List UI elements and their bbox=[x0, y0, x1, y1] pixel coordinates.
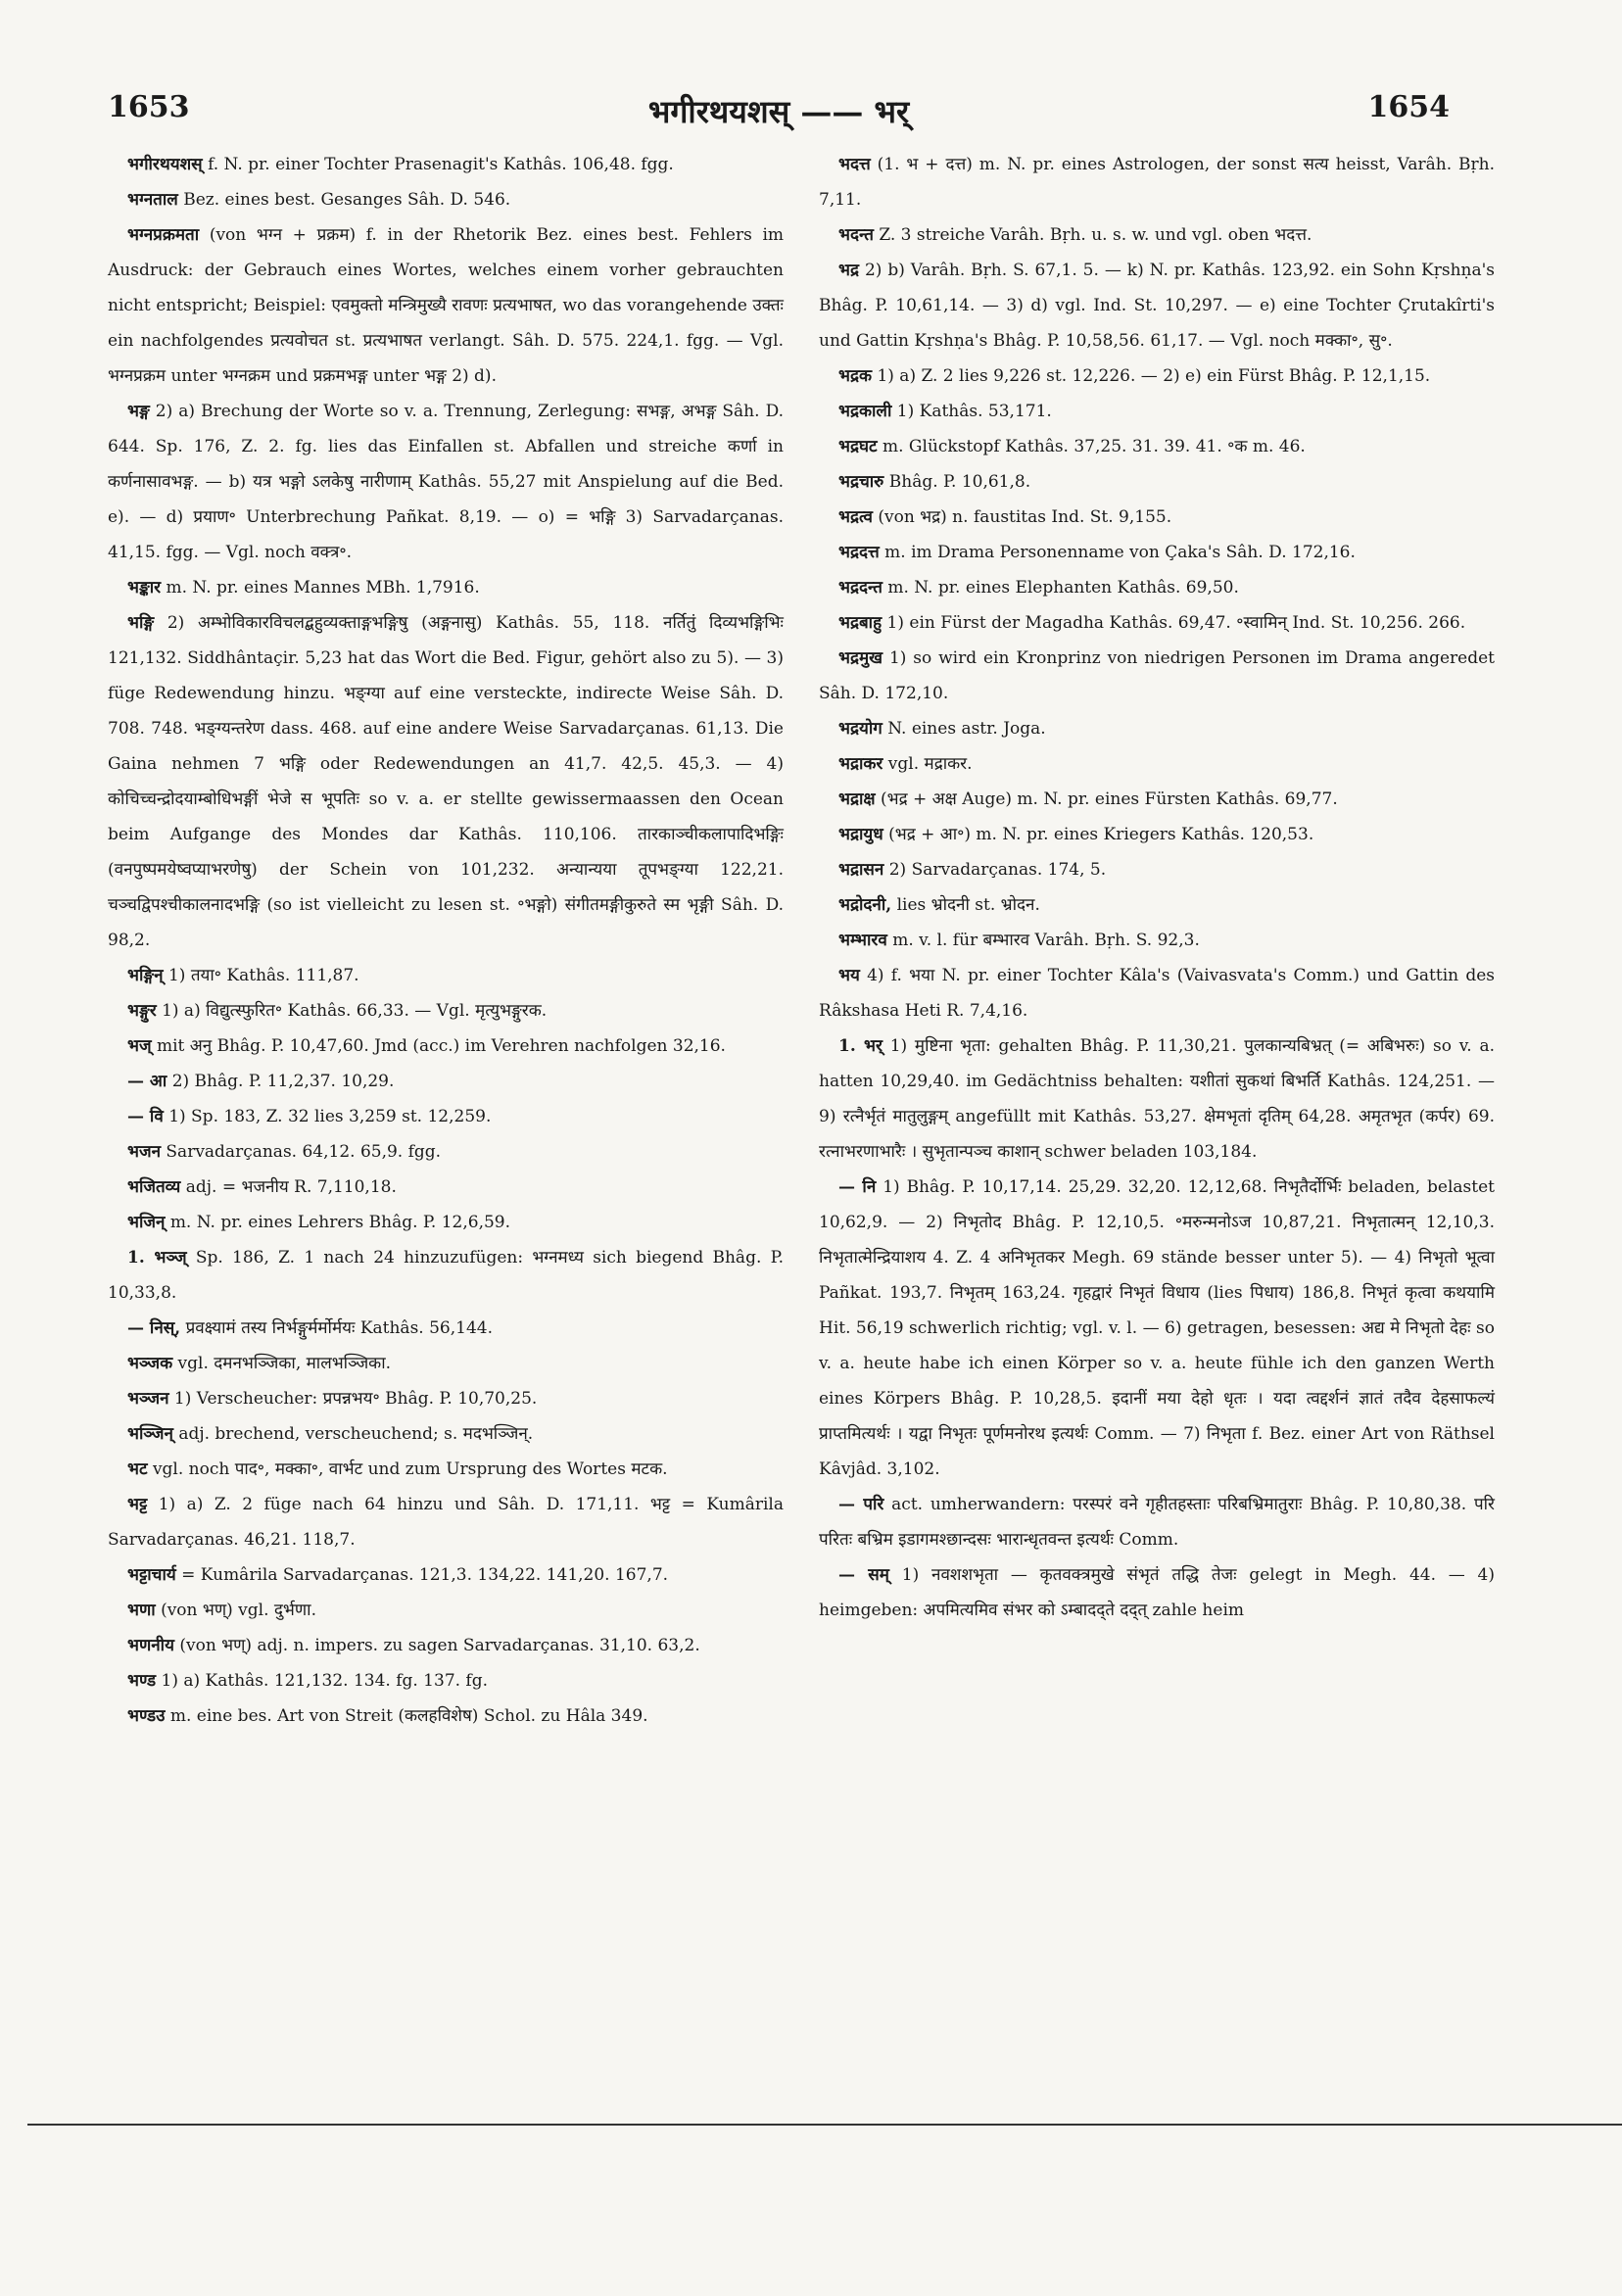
dictionary-entry bbox=[108, 1381, 784, 1416]
dictionary-entry bbox=[819, 394, 1495, 429]
dictionary-entry bbox=[819, 958, 1495, 1028]
entry-headword: भद्रघट bbox=[838, 437, 878, 456]
dictionary-entry bbox=[819, 852, 1495, 887]
entry-headword: भद्रकाली bbox=[838, 402, 892, 421]
dictionary-entry bbox=[108, 217, 784, 394]
entry-text: 1) so wird ein Kronprinz von niedrigen Personen im Drama angeredet Sâh. D. 172,10. bbox=[819, 648, 1496, 703]
entry-headword: — निस्, bbox=[127, 1318, 181, 1338]
dictionary-entry bbox=[108, 147, 784, 182]
dictionary-entry bbox=[108, 1628, 784, 1663]
entry-text: (भद्र + अक्ष Auge) m. N. pr. eines Fürsten Kathâs. 69,77. bbox=[880, 789, 1338, 809]
entry-headword: भण्डउ bbox=[127, 1706, 166, 1726]
entry-text: 1) Verscheucher: प्रपन्नभय॰ Bhâg. P. 10,70,25. bbox=[173, 1389, 538, 1409]
entry-headword: भद्रक bbox=[838, 366, 873, 386]
entry-text: 4) f. भया N. pr. einer Tochter Kâla's (Vaivasvata's Comm.) und Gattin des Râkshasa Heti R. 7,4,16. bbox=[819, 966, 1496, 1021]
entry-headword: — सम् bbox=[838, 1565, 889, 1585]
entry-headword: भद्रमुख bbox=[838, 648, 883, 668]
dictionary-entry bbox=[819, 711, 1495, 746]
dictionary-entry bbox=[819, 147, 1495, 217]
dictionary-entry bbox=[108, 1240, 784, 1311]
dictionary-entry bbox=[108, 1593, 784, 1628]
entry-text: 1) नवशशभृता — कृतवक्त्रमुखे संभृतं तद्धि तेजः gelegt in Megh. 44. — 4) heimgeben: अपमित्यमिव संभर को ऽम्बादद्ते दद्त् zahle heim bbox=[819, 1565, 1496, 1620]
entry-text: (1. भ + दत्त) m. N. pr. eines Astrologen, der sonst सत्य heisst, Varâh. Bṛh. 7,11. bbox=[819, 155, 1495, 210]
entry-headword: भङ्गुर bbox=[127, 1001, 157, 1021]
dictionary-entry bbox=[108, 1064, 784, 1099]
dictionary-entry bbox=[108, 993, 784, 1028]
entry-headword: भद्रासन bbox=[838, 860, 884, 880]
dictionary-entry bbox=[819, 500, 1495, 535]
entry-text: (von भग्न + प्रक्रम) f. in der Rhetorik Bez. eines best. Fehlers im Ausdruck: der Gebrauch eines Wortes, welches einem vorher gebrauchten nicht entspricht; Beispiel: एवमुक्तो मन्त्रिमुख्यै रावणः प्रत्यभाषत, wo das vorangehende उक्तः ein nachfolgendes प्रत्यवोचत st. प्रत्यभाषत verlangt. Sâh. D. 575. 224,1. fgg. — Vgl. भग्नप्रक्रम unter भग्नक्रम und प्रक्रमभङ्ग unter भङ्ग 2) d). bbox=[108, 225, 785, 386]
entry-text: m. N. pr. eines Lehrers Bhâg. P. 12,6,59. bbox=[169, 1213, 511, 1232]
entry-headword: भय bbox=[838, 966, 860, 985]
entry-text: Z. 3 streiche Varâh. Bṛh. u. s. w. und vgl. oben भदत्त. bbox=[879, 225, 1312, 245]
entry-text: m. N. pr. eines Elephanten Kathâs. 69,50. bbox=[887, 578, 1239, 598]
entry-text: mit अनु Bhâg. P. 10,47,60. Jmd (acc.) im Verehren nachfolgen 32,16. bbox=[156, 1036, 726, 1056]
entry-headword: भद्राक्ष bbox=[838, 789, 876, 809]
entry-text: 1) Kathâs. 53,171. bbox=[896, 402, 1052, 421]
entry-headword: भद्रोदनी, bbox=[838, 895, 892, 915]
dictionary-entry bbox=[819, 1487, 1495, 1557]
dictionary-entry bbox=[819, 253, 1495, 359]
entry-headword: भञ्जिन् bbox=[127, 1424, 173, 1444]
left-column bbox=[108, 147, 784, 1734]
dictionary-entry bbox=[108, 1557, 784, 1593]
dictionary-entry bbox=[108, 394, 784, 570]
entry-text: 1) Bhâg. P. 10,17,14. 25,29. 32,20. 12,12,68. निभृतैर्दोर्भिः beladen, belastet 10,62,9. — 2) निभृतोद Bhâg. P. 12,10,5. ॰मरुन्मनोऽज 10,87,21. निभृतात्मन् 12,10,3. निभृतात्मेन्द्रियाशय 4. Z. 4 अनिभृतकर Megh. 69 stände besser unter 5). — 4) निभृतो भूत्वा Pañkat. 193,7. निभृतम् 163,24. गृहद्वारं निभृतं विधाय (lies पिधाय) 186,8. निभृतं कृत्वा कथयामि Hit. 56,19 schwerlich richtig; vgl. v. l. — 6) getragen, besessen: अद्य मे निभृतो देहः so v. a. heute habe ich einen Körper so v. a. heute fühle ich den ganzen Werth eines Körpers Bhâg. P. 10,28,5. इदानीं मया देहो धृतः । यदा त्वद्दर्शनं ज्ञातं तदैव देहसाफल्यं प्राप्तमित्यर्थः । यद्वा निभृतः पूर्णमनोरथ इत्यर्थः Comm. — 7) निभृता f. Bez. einer Art von Räthsel Kâvjâd. 3,102. bbox=[819, 1177, 1496, 1479]
dictionary-entry bbox=[819, 1028, 1495, 1170]
entry-headword: भङ्ग bbox=[127, 402, 150, 421]
entry-text: 1) a) विद्युत्स्फुरित॰ Kathâs. 66,33. — Vgl. मृत्युभङ्गुरक. bbox=[162, 1001, 548, 1021]
entry-text: m. eine bes. Art von Streit (कलहविशेष) Schol. zu Hâla 349. bbox=[169, 1706, 648, 1726]
entry-text: 1) मुष्टिना भृता: gehalten Bhâg. P. 11,30,21. पुलकान्यबिभ्रत् (= अबिभरुः) so v. a. hatten 10,29,40. im Gedächtniss behalten: यशीतां सुकथां बिभर्ति Kathâs. 124,251. — 9) रत्नैर्भृतं मातुलुङ्गम् angefüllt mit Kathâs. 53,27. क्षेमभृतां दृतिम् 64,28. अमृतभृत (कर्पर) 69. रत्नाभरणाभारैः । सुभृतान्पञ्च काशान् schwer beladen 103,184. bbox=[819, 1036, 1495, 1162]
entry-headword: 1. भञ्ज् bbox=[127, 1248, 187, 1268]
entry-headword: भदत्त bbox=[838, 155, 871, 174]
dictionary-entry bbox=[819, 1557, 1495, 1628]
dictionary-entry bbox=[108, 958, 784, 993]
entry-headword: भट्ट bbox=[127, 1495, 148, 1514]
entry-headword: भद्रत्व bbox=[838, 507, 873, 527]
dictionary-entry bbox=[108, 1134, 784, 1170]
page-header bbox=[108, 90, 1450, 133]
right-column bbox=[819, 147, 1495, 1628]
entry-text: 1) a) Z. 2 lies 9,226 st. 12,226. — 2) e) ein Fürst Bhâg. P. 12,1,15. bbox=[877, 366, 1431, 386]
entry-text: 2) a) Brechung der Worte so v. a. Trennung, Zerlegung: सभङ्ग, अभङ्ग Sâh. D. 644. Sp. 176, Z. 2. fg. lies das Einfallen st. Abfallen und streiche कर्णा in कर्णनासावभङ्ग. — b) यत्र भङ्गो ऽलकेषु नारीणाम् Kathâs. 55,27 mit Anspielung auf die Bed. e). — d) प्रयाण॰ Unterbrechung Pañkat. 8,19. — o) = भङ्गि 3) Sarvadarçanas. 41,15. fgg. — Vgl. noch वक्त्र॰. bbox=[108, 402, 784, 562]
entry-text: m. Glückstopf Kathâs. 37,25. 31. 39. 41. ॰क m. 46. bbox=[883, 437, 1306, 456]
dictionary-entry bbox=[819, 746, 1495, 782]
entry-headword: भङ्गि bbox=[127, 613, 155, 633]
entry-text: (von भद्र) n. faustitas Ind. St. 9,155. bbox=[878, 507, 1172, 527]
entry-headword: भङ्कार bbox=[127, 578, 162, 598]
entry-headword: भम्भारव bbox=[838, 931, 887, 950]
entry-headword: भदन्त bbox=[838, 225, 874, 245]
entry-headword: भज् bbox=[127, 1036, 152, 1056]
entry-text: N. eines astr. Joga. bbox=[887, 719, 1046, 739]
entry-headword: भद्र bbox=[838, 261, 859, 280]
entry-text: = Kumârila Sarvadarçanas. 121,3. 134,22. 141,20. 167,7. bbox=[181, 1565, 669, 1585]
entry-headword: भजितव्य bbox=[127, 1177, 181, 1197]
entry-headword: भणा bbox=[127, 1601, 156, 1620]
entry-text: Sarvadarçanas. 64,12. 65,9. fgg. bbox=[166, 1142, 442, 1162]
entry-text: vgl. noch पाद॰, मक्का॰, वार्भट und zum Ursprung des Wortes मटक. bbox=[152, 1459, 668, 1479]
entry-headword: — आ bbox=[127, 1072, 167, 1091]
entry-text: 2) b) Varâh. Bṛh. S. 67,1. 5. — k) N. pr. Kathâs. 123,92. ein Sohn Kṛshṇa's Bhâg. P. 10,61,14. — 3) d) vgl. Ind. St. 10,297. — e) eine Tochter Çrutakîrti's und Gattin Kṛshṇa's Bhâg. P. 10,58,56. 61,17. — Vgl. noch मक्का॰, सु॰. bbox=[819, 261, 1495, 351]
bottom-rule bbox=[27, 2124, 1622, 2126]
dictionary-entry bbox=[819, 641, 1495, 711]
dictionary-entry bbox=[108, 1452, 784, 1487]
entry-headword: 1. भर् bbox=[838, 1036, 883, 1056]
dictionary-entry bbox=[108, 182, 784, 217]
entry-text: 1) ein Fürst der Magadha Kathâs. 69,47. ॰स्वामिन् Ind. St. 10,256. 266. bbox=[886, 613, 1466, 633]
entry-text: Sp. 186, Z. 1 nach 24 hinzuzufügen: भग्नमध्य sich biegend Bhâg. P. 10,33,8. bbox=[108, 1248, 785, 1303]
dictionary-entry bbox=[108, 1205, 784, 1240]
entry-headword: भग्नताल bbox=[127, 190, 178, 210]
entry-headword: भद्रदत्त bbox=[838, 543, 880, 562]
dictionary-entry bbox=[108, 1416, 784, 1452]
entry-text: (von भण्) vgl. दुर्भणा. bbox=[161, 1601, 316, 1620]
entry-headword: भद्रचारु bbox=[838, 472, 884, 492]
dictionary-entry bbox=[819, 359, 1495, 394]
running-title: भगीरथयशस् —— भर् bbox=[647, 93, 910, 130]
entry-text: 1) Sp. 183, Z. 32 lies 3,259 st. 12,259. bbox=[168, 1107, 492, 1126]
entry-text: 2) Bhâg. P. 11,2,37. 10,29. bbox=[171, 1072, 395, 1091]
entry-text: f. N. pr. einer Tochter Prasenagit's Kathâs. 106,48. fgg. bbox=[208, 155, 674, 174]
dictionary-entry bbox=[108, 1346, 784, 1381]
entry-headword: भद्रायुध bbox=[838, 825, 883, 844]
entry-text: (भद्र + आ॰) m. N. pr. eines Kriegers Kathâs. 120,53. bbox=[888, 825, 1314, 844]
entry-text: (von भण्) adj. n. impers. zu sagen Sarvadarçanas. 31,10. 63,2. bbox=[179, 1636, 700, 1655]
dictionary-entry bbox=[819, 605, 1495, 641]
entry-headword: भद्रदन्त bbox=[838, 578, 883, 598]
dictionary-entry bbox=[819, 570, 1495, 605]
dictionary-entry bbox=[108, 1099, 784, 1134]
dictionary-entry bbox=[108, 1311, 784, 1346]
entry-text: 1) a) Z. 2 füge nach 64 hinzu und Sâh. D. 171,11. भट्ट = Kumârila Sarvadarçanas. 46,21. 118,7. bbox=[108, 1495, 784, 1550]
entry-text: 2) Sarvadarçanas. 174, 5. bbox=[888, 860, 1107, 880]
entry-headword: भणनीय bbox=[127, 1636, 174, 1655]
dictionary-entry bbox=[108, 1663, 784, 1698]
entry-headword: — परि bbox=[838, 1495, 884, 1514]
dictionary-entry bbox=[819, 923, 1495, 958]
entry-text: act. umherwandern: परस्परं वने गृहीतहस्ताः परिबभ्रिमातुराः Bhâg. P. 10,80,38. परि परितः बभ्रिम इडागमश्छान्दसः भारान्धृतवन्त इत्यर्थः Comm. bbox=[819, 1495, 1495, 1550]
dictionary-entry bbox=[819, 887, 1495, 923]
entry-text: m. im Drama Personenname von Çaka's Sâh. D. 172,16. bbox=[884, 543, 1356, 562]
entry-text: m. v. l. für बम्भारव Varâh. Bṛh. S. 92,3. bbox=[892, 931, 1200, 950]
entry-text: Bhâg. P. 10,61,8. bbox=[888, 472, 1031, 492]
dictionary-entry bbox=[819, 535, 1495, 570]
entry-headword: भण्ड bbox=[127, 1671, 157, 1691]
dictionary-entry bbox=[108, 1698, 784, 1734]
entry-text: adj. brechend, verscheuchend; s. मदभञ्जिन्. bbox=[178, 1424, 534, 1444]
entry-headword: भजन bbox=[127, 1142, 161, 1162]
entry-headword: भट bbox=[127, 1459, 148, 1479]
entry-text: Bez. eines best. Gesanges Sâh. D. 546. bbox=[183, 190, 511, 210]
entry-headword: भद्रबाहु bbox=[838, 613, 883, 633]
entry-headword: भञ्जन bbox=[127, 1389, 169, 1409]
dictionary-entry bbox=[819, 217, 1495, 253]
entry-headword: भद्रयोग bbox=[838, 719, 883, 739]
entry-headword: भग्नप्रक्रमता bbox=[127, 225, 200, 245]
entry-headword: भजिन् bbox=[127, 1213, 166, 1232]
dictionary-entry bbox=[108, 605, 784, 958]
dictionary-entry bbox=[819, 782, 1495, 817]
dictionary-entry bbox=[108, 1487, 784, 1557]
entry-headword: — वि bbox=[127, 1107, 164, 1126]
right-page-number: 1654 bbox=[1367, 90, 1450, 124]
dictionary-entry bbox=[819, 817, 1495, 852]
dictionary-entry bbox=[819, 464, 1495, 500]
entry-text: vgl. मद्राकर. bbox=[887, 754, 973, 774]
entry-text: vgl. दमनभञ्जिका, मालभञ्जिका. bbox=[177, 1354, 392, 1373]
entry-text: adj. = भजनीय R. 7,110,18. bbox=[185, 1177, 397, 1197]
entry-text: प्रवक्ष्यामं तस्य निर्भङ्गुर्मर्मोर्मयः Kathâs. 56,144. bbox=[185, 1318, 493, 1338]
entry-text: 1) a) Kathâs. 121,132. 134. fg. 137. fg. bbox=[161, 1671, 489, 1691]
dictionary-entry bbox=[108, 1028, 784, 1064]
entry-text: m. N. pr. eines Mannes MBh. 1,7916. bbox=[166, 578, 480, 598]
entry-headword: भट्टाचार्य bbox=[127, 1565, 176, 1585]
entry-headword: भङ्गिन् bbox=[127, 966, 164, 985]
dictionary-entry bbox=[819, 429, 1495, 464]
entry-text: 2) अम्भोविकारविचलद्बहुव्यक्ताङ्गभङ्गिषु (अङ्गनासु) Kathâs. 55, 118. नर्तितुं दिव्यभङ्गिभिः 121,132. Siddhântaçir. 5,23 hat das Wort die Bed. Figur, gehört also zu 5). — 3) füge Redewendung hinzu. भङ्ग्या auf eine versteckte, indirecte Weise Sâh. D. 708. 748. भङ्ग्यन्तरेण dass. 468. auf eine andere Weise Sarvadarçanas. 61,13. Die Gaina nehmen 7 भङ्गि oder Redewendungen an 41,7. 42,5. 45,3. — 4) कोचिच्चन्द्रोदयाम्बोधिभङ्गीं भेजे स भूपतिः so v. a. er stellte gewissermaassen den Ocean beim Aufgange des Mondes dar Kathâs. 110,106. तारकाञ्चीकलापादिभङ्गिः (वनपुष्पमयेष्वप्याभरणेषु) der Schein von 101,232. अन्यान्यया तूपभङ्ग्या 122,21. चञ्चद्विपश्चीकालनादभङ्गि (so ist vielleicht zu lesen st. ॰भङ्गो) संगीतमङ्गीकुरुते स्म भृङ्गी Sâh. D. 98,2. bbox=[108, 613, 784, 950]
left-page-number: 1653 bbox=[108, 90, 190, 124]
entry-headword: भञ्जक bbox=[127, 1354, 173, 1373]
entry-headword: — नि bbox=[838, 1177, 877, 1197]
dictionary-entry bbox=[819, 1170, 1495, 1487]
entry-headword: भगीरथयशस् bbox=[127, 155, 203, 174]
entry-headword: भद्राकर bbox=[838, 754, 883, 774]
dictionary-entry bbox=[108, 570, 784, 605]
dictionary-entry bbox=[108, 1170, 784, 1205]
entry-text: 1) तया॰ Kathâs. 111,87. bbox=[167, 966, 359, 985]
entry-text: lies भ्रोदनी st. भ्रोदन. bbox=[896, 895, 1040, 915]
